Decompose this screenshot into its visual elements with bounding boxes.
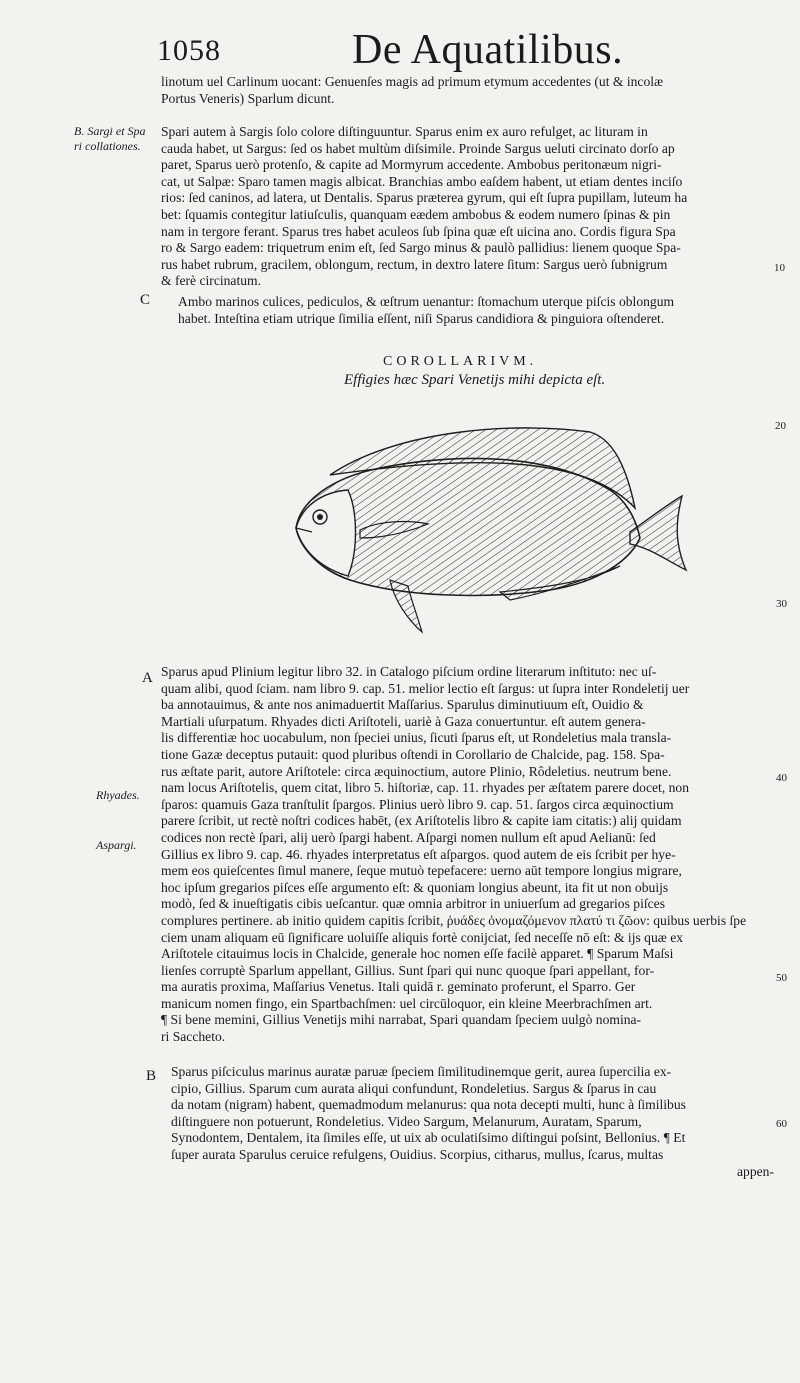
text-line: cipio, Gillius. Sparum cum aurata aliqui confundunt, Rondeletius. Sargus & ſparus in cau <box>171 1080 657 1096</box>
text-line: ri Saccheto. <box>161 1029 226 1045</box>
corollarium-heading: COROLLARIVM. <box>383 354 538 369</box>
running-title: De Aquatilibus. <box>352 27 624 73</box>
text-line: parere ſcribit, ut rectè noſtri codices habēt, (ex Ariſtotelis libro & capite iam citatis:) alij quidam <box>161 813 682 829</box>
line-number: 50 <box>776 972 787 984</box>
text-line: & ferè circinatum. <box>161 273 262 289</box>
margin-letter-c: C <box>140 292 151 308</box>
text-line: nam in tergore ferant. Sparus tres habet aculeos ſub ſpina quæ eſt uicina ano. Cordis figura Spa <box>161 223 676 239</box>
line-number: 60 <box>776 1118 787 1130</box>
line-number: 10 <box>774 262 785 274</box>
text-line: Martiali uſurpatum. Rhyades dicti Ariſtoteli, uariè à Gaza conuertuntur. eſt autem genera- <box>161 713 646 729</box>
line-number: 30 <box>776 598 787 610</box>
text-line: tione Gazæ deceptus putauit: quod pluribus oſtendi in Corollario de Chalcide, pag. 158. Spa- <box>161 746 665 762</box>
text-line: nam locus Ariſtotelis, quem citat, libro 5. hiſtoriæ, cap. 11. rhyades per æſtatem parere docet, non <box>161 780 690 796</box>
text-line: quam alibi, quod ſciam. nam libro 9. cap. 51. melior lectio eſt ſargus: ut ſupra inter Rondeletij uer <box>161 680 690 696</box>
section-c-paragraph <box>178 294 674 327</box>
text-line: Spari autem à Sargis ſolo colore diſtinguuntur. Sparus enim ex auro refulget, ac lituram in <box>161 124 648 139</box>
text-line: rus habet rubrum, gracilem, oblongum, rectum, in dextro latere ſitum: Sargus uerò ſubnigrum <box>161 256 668 272</box>
text-line: modò, ſed & inueſtigatis cibis ueſcantur. quæ omnia arbitror in uniuerſum ad gregarios piſces <box>161 896 665 912</box>
text-line: Portus Veneris) Sparlum dicunt. <box>161 90 335 106</box>
section-a-paragraph <box>161 664 746 1046</box>
line-number: 40 <box>776 772 787 784</box>
text-line: ciem unam aliquam eū ſignificare uoluiſſe aliquis fortè conijciat, ſed neceſſe nō eſt: & ijs quæ ex <box>161 929 684 945</box>
text-line: rus æſtate parit, autore Ariſtotele: circa æquinoctium, autore Plinio, Rôdeletius. neutrum bene. <box>161 763 672 779</box>
text-line: lienſes corruptè Sparlum appellant, Gillius. Sunt ſpari qui nunc quoque ſpari appellant, for- <box>161 962 655 978</box>
text-line: codices non rectè ſpari, alij uerò ſpargi habent. Aſpargi nomen nullum eſt apud Aelianū: ſed <box>161 829 656 845</box>
text-line: rios: ſed caninos, ad latera, ut Dentalis. Sparus præterea gyrum, qui eſt ſupra pupillam, luteum ha <box>161 190 688 206</box>
text-line: ¶ Si bene memini, Gillius Venetijs mihi narrabat, Spari quandam ſpeciem uulgò nomina- <box>161 1012 642 1028</box>
page-number: 1058 <box>157 34 221 67</box>
text-line: diſtinguere non potuerunt, Rondeletius. Video Sargum, Melanurum, Auratam, Sparum, <box>171 1113 642 1129</box>
text-line: paret, Sparus uerò protenſo, & capite ad Mormyrum accedente. Ambobus peritonæum nigri- <box>161 157 662 173</box>
line-number: 20 <box>775 420 786 432</box>
text-line: mem eos quieſcentes ſimul manere, ſeque mutuò tepefacere: uerno aūt tempore longius migrare, <box>161 863 682 879</box>
top-paragraph <box>161 74 663 107</box>
text-line: manicum nomen fingo, ein Spartbachſmen: uel circūloquor, ein kleine Meerbrachſmen art. <box>161 995 653 1011</box>
margin-letter-b2: B <box>146 1068 157 1084</box>
text-line: Gillius ex libro 9. cap. 46. rhyades interpretatus eſt aſpargos. quod autem de eis ſcribit per hye- <box>161 846 676 862</box>
text-line: Ariſtotele citauimus locis in Chalcide, generale hoc nomen eſſe facilè apparet. ¶ Sparum Maſsi <box>161 946 674 962</box>
text-line: cauda habet, ut Sargus: ſed os habet multùm diſsimile. Proinde Sargus ueluti circinato dorſo ap <box>161 140 675 156</box>
margin-note-text: ri collationes. <box>74 139 141 153</box>
text-line: Sparus apud Plinium legitur libro 32. in Catalogo piſcium ordine literarum inſtituto: nec uſ- <box>161 664 657 679</box>
text-line: ſparos: quamuis Gaza tranſtulit ſpargos. Plinius uerò libro 9. cap. 51. ſargos circa æquinoctium <box>161 796 674 812</box>
margin-note-b <box>74 124 146 154</box>
text-line: habet. Inteſtina etiam utrique ſimilia eſſent, niſi Sparus candidiora & pinguiora oſtenderet. <box>178 310 665 326</box>
margin-note-aspargi: Aspargi. <box>96 838 137 852</box>
text-line: cat, ut Salpæ: Sparo tamen magis albicat. Branchias ambo eaſdem habent, ut etiam dentes inciſo <box>161 173 683 189</box>
text-line: Ambo marinos culices, pediculos, & œſtrum uenantur: ſtomachum uterque piſcis oblongum <box>178 294 675 309</box>
text-line: ma auratis proxima, Maſſarius Venetus. Itali quidā r. geminato proferunt, el Sparro. Ger <box>161 979 636 995</box>
margin-letter-a: A <box>142 670 153 686</box>
figure-caption: Effigies hæc Spari Venetijs mihi depicta eſt. <box>344 372 606 388</box>
text-line: lis differentiæ hoc uocabulum, non ſpeciei unius, ſicuti ſparus eſt, ut Rondeletius mala transla- <box>161 730 672 746</box>
text-line: complures pertinere. ab initio quidem capitis ſcribit, ῥυάδες ὀνομαζόμενον πλατύ τι ζῶον: quibus uerbis ſpe <box>161 912 747 928</box>
text-line: da notam (nigram) habent, quemadmodum melanurus: qua nota decepti multi, hunc à ſimilibus <box>171 1097 686 1113</box>
text-line: ro & Sargo eadem: triquetrum enim eſt, ſed Sargo minus & paulò pallidius: lienem quoque Spa- <box>161 240 681 256</box>
text-line: Synodontem, Dentalem, ita ſimiles eſſe, ut uix ab oculatiſsimo diſtingui poſsint, Bellonius. ¶ Et <box>171 1130 686 1146</box>
margin-note-rhyades: Rhyades. <box>96 788 140 802</box>
section-b2-paragraph <box>171 1064 774 1180</box>
text-line: ſuper aurata Sparulus ceruice refulgens, Ouidius. Scorpius, citharus, mullus, ſcarus, multas <box>171 1146 664 1162</box>
text-line: bet: ſquamis contegitur latiuſculis, quanquam eædem ambobus & eodem numero ſpinas & pin <box>161 206 671 222</box>
text-line: linotum uel Carlinum uocant: Genuenſes magis ad primum etymum accedentes (ut & incolæ <box>161 74 664 89</box>
catchword: appen- <box>737 1163 774 1179</box>
sparus-fish-illustration <box>290 420 700 638</box>
text-line: ba annotauimus, & ante nos animaduertit Maſſarius. Sparulus diminutiuum eſt, Ouidio & <box>161 697 644 713</box>
margin-note-text: B. Sargi et Spa <box>74 124 146 138</box>
text-line: Sparus piſciculus marinus auratæ paruæ ſpeciem ſimilitudinemque gerit, aurea ſupercilia ex- <box>171 1064 672 1079</box>
text-line: hoc ipſum gregarios piſces eſſe argumento eſt: & quoniam longius abeunt, ita fit ut non obuijs <box>161 879 669 895</box>
section-b-paragraph <box>161 124 687 290</box>
